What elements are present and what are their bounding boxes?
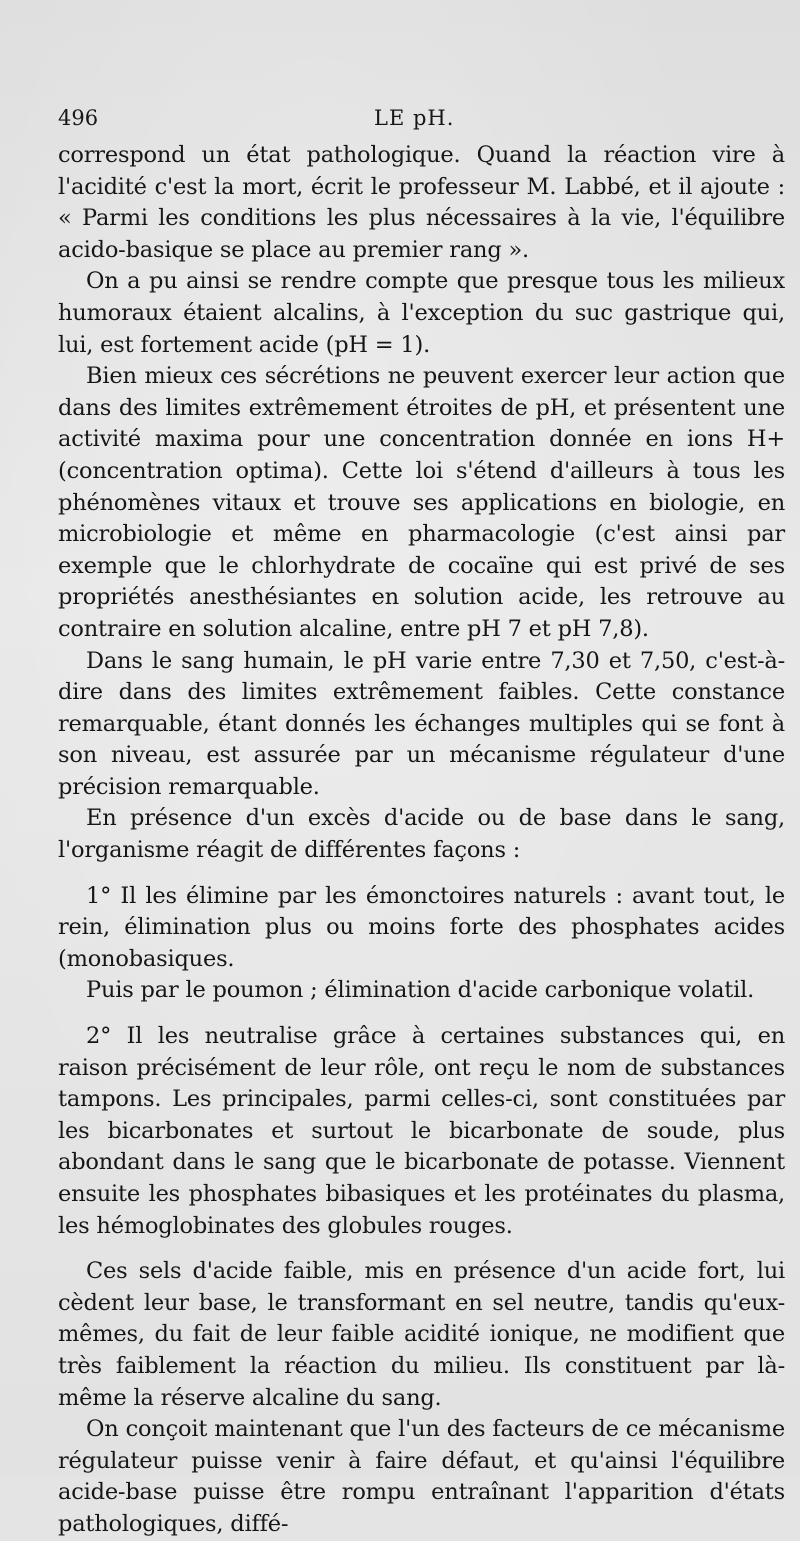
paragraph: On a pu ainsi se rendre compte que presque tous les milieux humoraux étaient alcalins, à l'exception du suc gastrique qui, lui, est fortement acide (pH = 1). [58, 268, 785, 358]
running-title: LE pH. [374, 106, 455, 130]
body-text [58, 140, 785, 1541]
running-head [58, 106, 745, 136]
paragraph: En présence d'un excès d'acide ou de base dans le sang, l'organisme réagit de différentes façons : [58, 805, 785, 864]
paragraph: Ces sels d'acide faible, mis en présence d'un acide fort, lui cèdent leur base, le transformant en sel neutre, tandis qu'eux-mêmes, du fait de leur faible acidité ionique, ne modifient que très faiblement la réaction du milieu. Ils constituent par là-même la réserve alcaline du sang. [58, 1258, 785, 1411]
page-number: 496 [58, 106, 99, 130]
list-item: 2° Il les neutralise grâce à certaines substances qui, en raison précisément de leur rôle, ont reçu le nom de substances tampons. Les principales, parmi celles-ci, sont constituées par les bicarbonates et surtout le bicarbonate de soude, plus abondant dans le sang que le bicarbonate de potasse. Viennent ensuite les phosphates bibasiques et les protéinates du plasma, les hémoglobinates des globules rouges. [58, 1023, 785, 1239]
paragraph: correspond un état pathologique. Quand la réaction vire à l'acidité c'est la mort, écrit le professeur M. Labbé, et il ajoute : « Parmi les conditions les plus nécessaires à la vie, l'équilibre acido-basique se place au premier rang ». [58, 142, 785, 263]
paragraph: Bien mieux ces sécrétions ne peuvent exercer leur action que dans des limites extrêmement étroites de pH, et présentent une activité maxima pour une concentration donnée en ions H+ (concentration optima). Cette loi s'étend d'ailleurs à tous les phénomènes vitaux et trouve ses applications en biologie, en microbiologie et même en pharmacologie (c'est ainsi par exemple que le chlorhydrate de cocaïne qui est privé de ses propriétés anesthésiantes en solution acide, les retrouve au contraire en solution alcaline, entre pH 7 et pH 7,8). [58, 363, 785, 642]
list-item: 1° Il les élimine par les émonctoires naturels : avant tout, le rein, élimination plus ou moins forte des phosphates acides (monobasiques. [58, 882, 785, 972]
paragraph: Puis par le poumon ; élimination d'acide carbonique volatil. [86, 977, 755, 1004]
paragraph: On conçoit maintenant que l'un des facteurs de ce mécanisme régulateur puisse venir à faire défaut, et qu'ainsi l'équilibre acide-base puisse être rompu entraînant l'apparition d'états pathologiques, diffé- [58, 1416, 785, 1537]
paragraph: Dans le sang humain, le pH varie entre 7,30 et 7,50, c'est-à-dire dans des limites extrêmement faibles. Cette constance remarquable, étant donnés les échanges multiples qui se font à son niveau, est assurée par un mécanisme régulateur d'une précision remarquable. [58, 647, 785, 800]
